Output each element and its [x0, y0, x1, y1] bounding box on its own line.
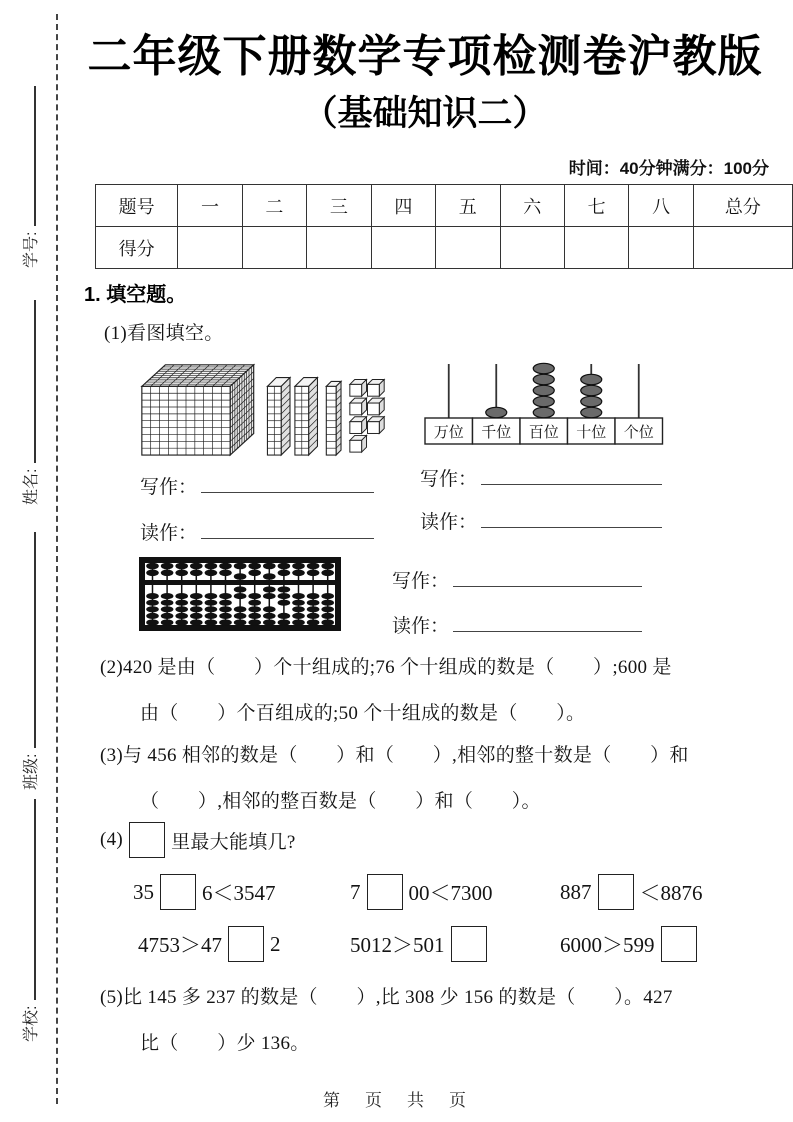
class-blank[interactable]	[16, 532, 36, 748]
class-field	[16, 532, 40, 790]
time-score-note: 时间：40分钟满分：100分	[568, 159, 769, 178]
answer-box[interactable]	[160, 874, 196, 910]
inequality-pre: 4753＞47	[138, 933, 222, 957]
score-cell[interactable]	[436, 227, 500, 269]
inequality-pre: 35	[133, 879, 154, 904]
svg-text:千位: 千位	[481, 425, 512, 441]
place-value-abacus-figure	[420, 360, 670, 448]
score-table-score-row	[96, 227, 793, 269]
write-label: 写作：	[140, 477, 198, 498]
suanpan-write-line	[392, 566, 642, 593]
score-cell[interactable]	[693, 227, 792, 269]
inequality-item	[138, 926, 281, 962]
write-blank[interactable]	[453, 566, 642, 587]
score-table-header: 总分	[693, 185, 792, 227]
inequality-post: 6＜3547	[202, 881, 276, 905]
inequality-post: 00＜7300	[408, 881, 493, 905]
question-5-line2: 比（ ）少 136。	[140, 1033, 310, 1054]
score-cell[interactable]	[178, 227, 242, 269]
question-2-line2: 由（ ）个百组成的;50 个十组成的数是（ ）。	[140, 703, 586, 724]
score-table-header: 七	[564, 185, 628, 227]
student-id-blank[interactable]	[16, 86, 36, 226]
inequality-item	[560, 874, 703, 910]
pv-write-line	[420, 464, 662, 491]
score-cell[interactable]	[629, 227, 693, 269]
score-cell[interactable]	[500, 227, 564, 269]
pv-read-line	[420, 507, 662, 534]
question-3-line1: (3)与 456 相邻的数是（ ）和（ ）,相邻的整十数是（ ）和	[100, 745, 689, 766]
score-cell[interactable]	[242, 227, 306, 269]
write-blank[interactable]	[201, 472, 374, 493]
answer-box[interactable]	[367, 874, 403, 910]
answer-box[interactable]	[228, 926, 264, 962]
score-cell[interactable]	[564, 227, 628, 269]
base-ten-blocks-figure	[134, 350, 394, 462]
student-name-blank[interactable]	[16, 300, 36, 463]
question-4-prefix: (4)	[100, 829, 124, 850]
score-table-header: 四	[371, 185, 435, 227]
score-table-header: 二	[242, 185, 306, 227]
question-3-line2: （ ）,相邻的整百数是（ ）和（ ）。	[140, 791, 541, 812]
inequality-pre: 5012＞501	[350, 933, 445, 957]
answer-box[interactable]	[451, 926, 487, 962]
inequality-item	[350, 926, 493, 962]
read-blank[interactable]	[481, 507, 662, 528]
inequality-post: 2	[270, 931, 281, 956]
read-blank[interactable]	[201, 518, 374, 539]
answer-box[interactable]	[661, 926, 697, 962]
score-table-header-row	[96, 185, 793, 227]
svg-text:百位: 百位	[528, 425, 559, 441]
answer-box[interactable]	[598, 874, 634, 910]
suanpan-read-line	[392, 611, 642, 638]
school-label: 学校:	[23, 1005, 40, 1042]
answer-box[interactable]	[129, 822, 165, 858]
write-label: 写作：	[420, 469, 478, 490]
read-label: 读作：	[392, 616, 450, 637]
score-table-header: 六	[500, 185, 564, 227]
student-name-field	[16, 300, 40, 505]
blocks-write-line	[140, 472, 374, 499]
write-blank[interactable]	[481, 464, 662, 485]
student-id-label: 学号:	[23, 231, 40, 268]
svg-text:个位: 个位	[623, 425, 654, 441]
question-1-label: (1)看图填空。	[104, 323, 224, 344]
question-5-line1: (5)比 145 多 237 的数是（ ）,比 308 少 156 的数是（ ）。427	[100, 987, 673, 1008]
score-table-header: 三	[307, 185, 371, 227]
score-cell[interactable]	[371, 227, 435, 269]
inequality-pre: 7	[350, 879, 361, 904]
student-id-field	[16, 86, 40, 268]
page-footer: 第 页 共 页	[323, 1091, 470, 1110]
score-table-header: 八	[629, 185, 693, 227]
class-label: 班级:	[23, 753, 40, 790]
read-label: 读作：	[140, 523, 198, 544]
inequality-pre: 887	[560, 879, 592, 904]
question-4-suffix: 里最大能填几?	[171, 831, 296, 853]
page-subtitle: （基础知识二）	[302, 94, 548, 133]
blocks-read-line	[140, 518, 374, 545]
section-1-heading: 1. 填空题。	[84, 284, 187, 306]
score-table-header: 一	[178, 185, 242, 227]
inequality-pre: 6000＞599	[560, 933, 655, 957]
question-2-line1: (2)420 是由（ ）个十组成的;76 个十组成的数是（ ）;600 是	[100, 657, 672, 678]
school-field	[16, 799, 40, 1042]
score-row-label: 得分	[96, 227, 178, 269]
school-blank[interactable]	[16, 799, 36, 1000]
score-cell[interactable]	[307, 227, 371, 269]
inequality-item	[350, 874, 493, 910]
student-name-label: 姓名:	[23, 468, 40, 505]
read-label: 读作：	[420, 512, 478, 533]
read-blank[interactable]	[453, 611, 642, 632]
write-label: 写作：	[392, 571, 450, 592]
inequality-item	[133, 874, 276, 910]
inequality-post: ＜8876	[639, 881, 703, 905]
score-table	[95, 184, 793, 269]
inequality-item	[560, 926, 703, 962]
binding-dashed-line	[56, 14, 58, 1104]
score-table-header: 五	[436, 185, 500, 227]
suanpan-abacus-figure	[138, 556, 342, 634]
score-table-header: 题号	[96, 185, 178, 227]
svg-text:万位: 万位	[433, 425, 464, 441]
svg-text:十位: 十位	[576, 425, 607, 441]
question-4-label	[100, 822, 296, 858]
page-title: 二年级下册数学专项检测卷沪教版	[87, 32, 763, 81]
